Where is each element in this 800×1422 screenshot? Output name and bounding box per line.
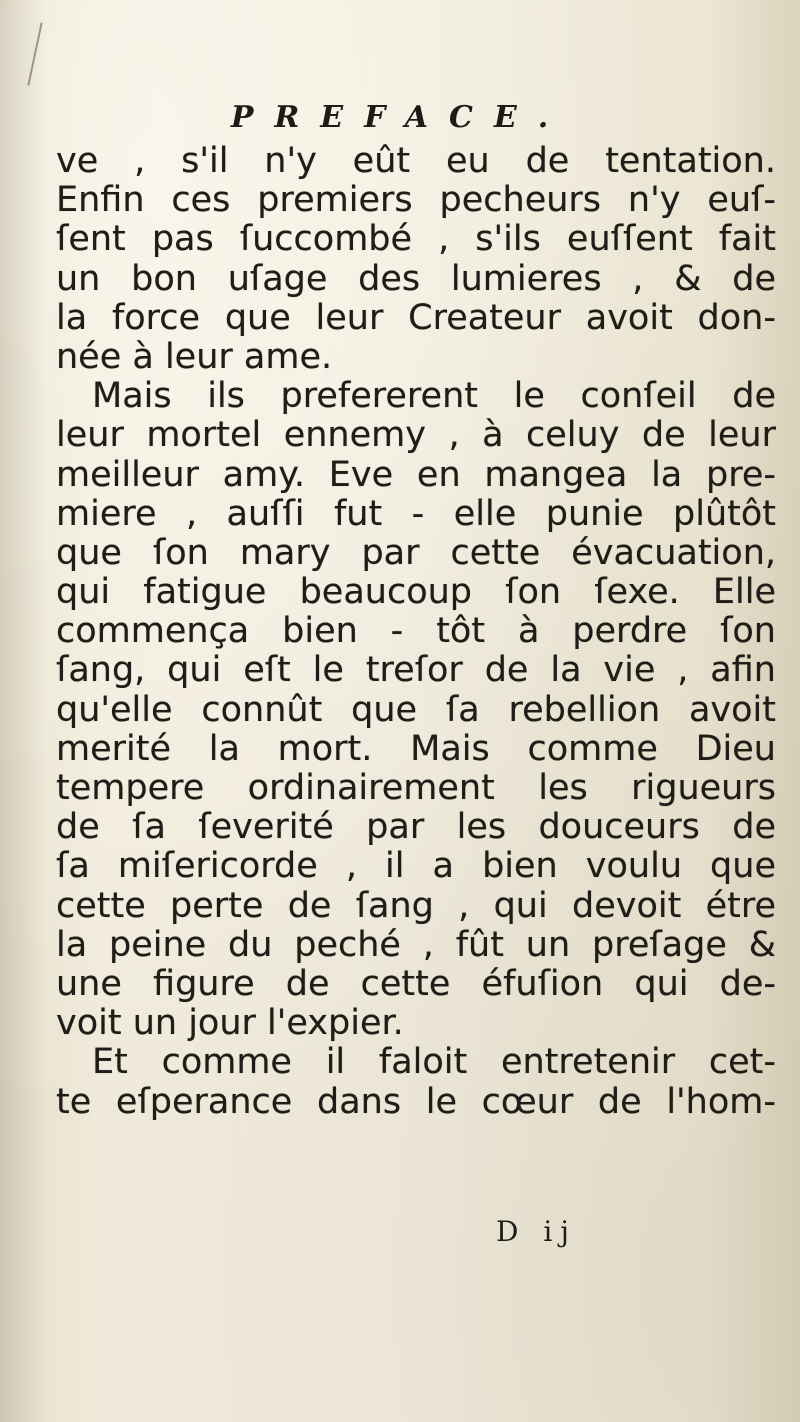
- text-line: que ſon mary par cette évacuation,: [56, 532, 776, 573]
- text-line: leur mortel ennemy , à celuy de leur: [56, 415, 776, 456]
- page-gutter-shadow: [0, 0, 46, 1422]
- running-head: PREFACE.: [230, 100, 570, 135]
- text-line: ſa miſericorde , il a bien voulu que: [56, 846, 776, 887]
- body-text: [56, 142, 776, 1122]
- text-line: meilleur amy. Eve en mangea la pre-: [56, 454, 776, 495]
- text-line: ve , s'il n'y eût eu de tentation.: [56, 141, 776, 181]
- text-line: tempere ordinairement les rigueurs: [56, 768, 776, 808]
- text-line: te eſperance dans le cœur de l'hom-: [56, 1081, 776, 1122]
- text-line: voit un jour l'expier.: [56, 1003, 404, 1044]
- text-line: merité la mort. Mais comme Dieu: [56, 728, 776, 769]
- signature-mark: D ij: [496, 1215, 577, 1248]
- text-line: Enfin ces premiers pecheurs n'y euſ-: [56, 180, 776, 221]
- text-line: ſent pas ſuccombé , s'ils euſſent fait: [56, 219, 776, 260]
- text-line: ſang, qui eſt le treſor de la vie , afin: [56, 650, 776, 691]
- text-line: un bon uſage des lumieres , & de: [56, 258, 776, 299]
- text-line: cette perte de ſang , qui devoit étre: [56, 885, 776, 926]
- text-line: Et comme il faloit entretenir cet-: [92, 1042, 776, 1083]
- text-line: Mais ils prefererent le conſeil de: [92, 376, 776, 417]
- text-line: la peine du peché , fût un preſage &: [56, 924, 776, 965]
- text-line: de ſa ſeverité par les douceurs de: [56, 807, 776, 848]
- text-line: commença bien - tôt à perdre ſon: [56, 611, 776, 652]
- text-line: la force que leur Createur avoit don-: [56, 297, 776, 338]
- text-line: miere , auſſi fut - elle punie plûtôt: [56, 493, 776, 534]
- text-line: une figure de cette éfuſion qui de-: [56, 963, 776, 1004]
- text-line: qui fatigue beaucoup ſon ſexe. Elle: [56, 572, 776, 613]
- text-line: qu'elle connût que ſa rebellion avoit: [56, 689, 776, 730]
- text-line: née à leur ame.: [56, 336, 333, 377]
